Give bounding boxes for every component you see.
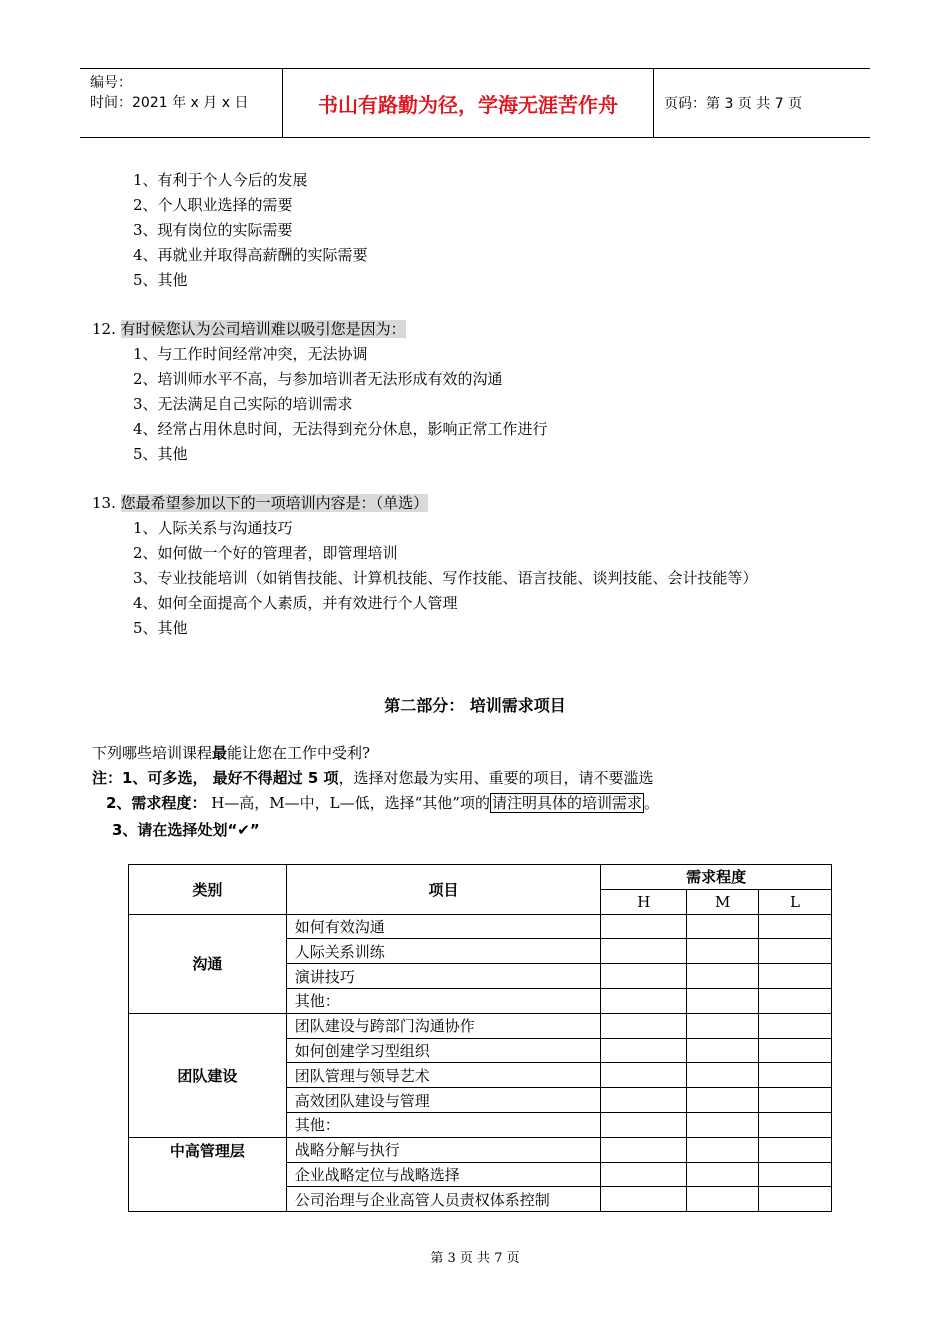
item-cell: 战略分解与执行 <box>286 1137 601 1162</box>
q11-option: 4、再就业并取得高薪酬的实际需要 <box>133 246 368 264</box>
check-cell-m[interactable] <box>687 1063 759 1088</box>
check-cell-h[interactable] <box>601 1137 687 1162</box>
check-cell-h[interactable] <box>601 1187 687 1212</box>
check-cell-m[interactable] <box>687 988 759 1013</box>
check-cell-l[interactable] <box>759 964 832 989</box>
category-cell: 沟通 <box>129 914 287 1013</box>
page-header <box>80 68 870 138</box>
check-cell-h[interactable] <box>601 914 687 939</box>
q12-option: 2、培训师水平不高，与参加培训者无法形成有效的沟通 <box>133 370 503 388</box>
question-12 <box>92 319 406 339</box>
check-cell-l[interactable] <box>759 1187 832 1212</box>
item-cell: 高效团队建设与管理 <box>286 1088 601 1113</box>
check-cell-m[interactable] <box>687 1013 759 1038</box>
item-cell: 如何有效沟通 <box>286 914 601 939</box>
item-cell: 团队建设与跨部门沟通协作 <box>286 1013 601 1038</box>
header-level: 需求程度 <box>601 865 832 890</box>
note-1-bold: 注：1、可多选， 最好不得超过 5 项 <box>92 769 339 787</box>
check-cell-m[interactable] <box>687 1088 759 1113</box>
note-1-text: ，选择对您最为实用、重要的项目，请不要滥选 <box>338 769 654 787</box>
note-2-bold: 2、需求程度： <box>106 794 207 812</box>
level-l: L <box>759 889 832 914</box>
q13-option: 2、如何做一个好的管理者，即管理培训 <box>133 544 398 562</box>
item-cell: 企业战略定位与战略选择 <box>286 1162 601 1187</box>
note-2-boxed: 请注明具体的培训需求 <box>491 794 642 812</box>
check-cell-h[interactable] <box>601 1112 687 1137</box>
note-2-end: 。 <box>643 794 659 812</box>
q12-option: 1、与工作时间经常冲突，无法协调 <box>133 345 368 363</box>
part2-intro <box>92 743 370 763</box>
header-meta <box>80 69 282 137</box>
q11-option: 2、个人职业选择的需要 <box>133 196 293 214</box>
note-2 <box>106 793 659 813</box>
question-number: 13. <box>92 494 116 512</box>
item-cell: 其他： <box>286 988 601 1013</box>
header-number: 编号： <box>90 75 132 91</box>
note-1 <box>92 768 654 788</box>
level-m: M <box>687 889 759 914</box>
header-time: 时间：2021 年 x 月 x 日 <box>90 95 249 111</box>
header-category: 类别 <box>129 865 287 915</box>
training-needs-table <box>128 864 832 1212</box>
q12-option: 4、经常占用休息时间，无法得到充分休息，影响正常工作进行 <box>133 420 548 438</box>
check-cell-h[interactable] <box>601 1088 687 1113</box>
category-cell: 团队建设 <box>129 1013 287 1137</box>
check-cell-m[interactable] <box>687 1162 759 1187</box>
check-cell-m[interactable] <box>687 914 759 939</box>
level-h: H <box>601 889 687 914</box>
check-cell-l[interactable] <box>759 1088 832 1113</box>
table-row <box>129 1013 832 1038</box>
item-cell: 演讲技巧 <box>286 964 601 989</box>
check-cell-h[interactable] <box>601 988 687 1013</box>
item-cell: 如何创建学习型组织 <box>286 1038 601 1063</box>
check-cell-m[interactable] <box>687 964 759 989</box>
check-cell-l[interactable] <box>759 914 832 939</box>
section-title: 第二部分： 培训需求项目 <box>384 696 566 715</box>
check-cell-h[interactable] <box>601 939 687 964</box>
item-cell: 团队管理与领导艺术 <box>286 1063 601 1088</box>
check-cell-m[interactable] <box>687 939 759 964</box>
table-row <box>129 1137 832 1162</box>
check-cell-m[interactable] <box>687 1137 759 1162</box>
check-cell-h[interactable] <box>601 1063 687 1088</box>
header-motto: 书山有路勤为径，学海无涯苦作舟 <box>282 69 654 137</box>
page-footer: 第 3 页 共 7 页 <box>430 1251 520 1266</box>
header-item: 项目 <box>286 865 601 915</box>
category-cell: 中高管理层 <box>129 1137 287 1211</box>
check-cell-l[interactable] <box>759 988 832 1013</box>
intro-text: 下列哪些培训课程 <box>92 744 213 762</box>
check-cell-m[interactable] <box>687 1187 759 1212</box>
q12-option: 5、其他 <box>133 445 188 463</box>
check-cell-m[interactable] <box>687 1112 759 1137</box>
q13-option: 1、人际关系与沟通技巧 <box>133 519 293 537</box>
check-cell-h[interactable] <box>601 1038 687 1063</box>
check-cell-h[interactable] <box>601 1013 687 1038</box>
question-13 <box>92 493 428 513</box>
q11-option: 3、现有岗位的实际需要 <box>133 221 293 239</box>
intro-emphasis: 最 <box>212 744 228 762</box>
item-cell: 公司治理与企业高管人员责权体系控制 <box>286 1187 601 1212</box>
q13-option: 5、其他 <box>133 619 188 637</box>
check-cell-l[interactable] <box>759 1137 832 1162</box>
question-text: 您最希望参加以下的一项培训内容是：（单选） <box>120 494 429 512</box>
note-2-text: H—高，M—中，L—低，选择“其他”项的 <box>206 794 490 812</box>
check-cell-h[interactable] <box>601 964 687 989</box>
table-row <box>129 914 832 939</box>
check-cell-l[interactable] <box>759 1038 832 1063</box>
table-header-row <box>129 865 832 890</box>
check-cell-l[interactable] <box>759 1013 832 1038</box>
check-cell-l[interactable] <box>759 1112 832 1137</box>
item-cell: 人际关系训练 <box>286 939 601 964</box>
header-page: 页码：第 3 页 共 7 页 <box>664 96 803 112</box>
q11-option: 1、有利于个人今后的发展 <box>133 171 308 189</box>
item-cell: 其他： <box>286 1112 601 1137</box>
check-cell-l[interactable] <box>759 1162 832 1187</box>
q13-option: 4、如何全面提高个人素质，并有效进行个人管理 <box>133 594 458 612</box>
question-number: 12. <box>92 320 116 338</box>
note-3: 3、请在选择处划“✔” <box>112 821 260 839</box>
check-cell-h[interactable] <box>601 1162 687 1187</box>
q11-option: 5、其他 <box>133 271 188 289</box>
check-cell-l[interactable] <box>759 939 832 964</box>
intro-text: 能让您在工作中受利? <box>227 744 371 762</box>
question-text: 有时候您认为公司培训难以吸引您是因为： <box>120 320 406 338</box>
check-cell-m[interactable] <box>687 1038 759 1063</box>
check-cell-l[interactable] <box>759 1063 832 1088</box>
q12-option: 3、无法满足自己实际的培训需求 <box>133 395 353 413</box>
q13-option: 3、专业技能培训（如销售技能、计算机技能、写作技能、语言技能、谈判技能、会计技能等） <box>133 569 758 587</box>
